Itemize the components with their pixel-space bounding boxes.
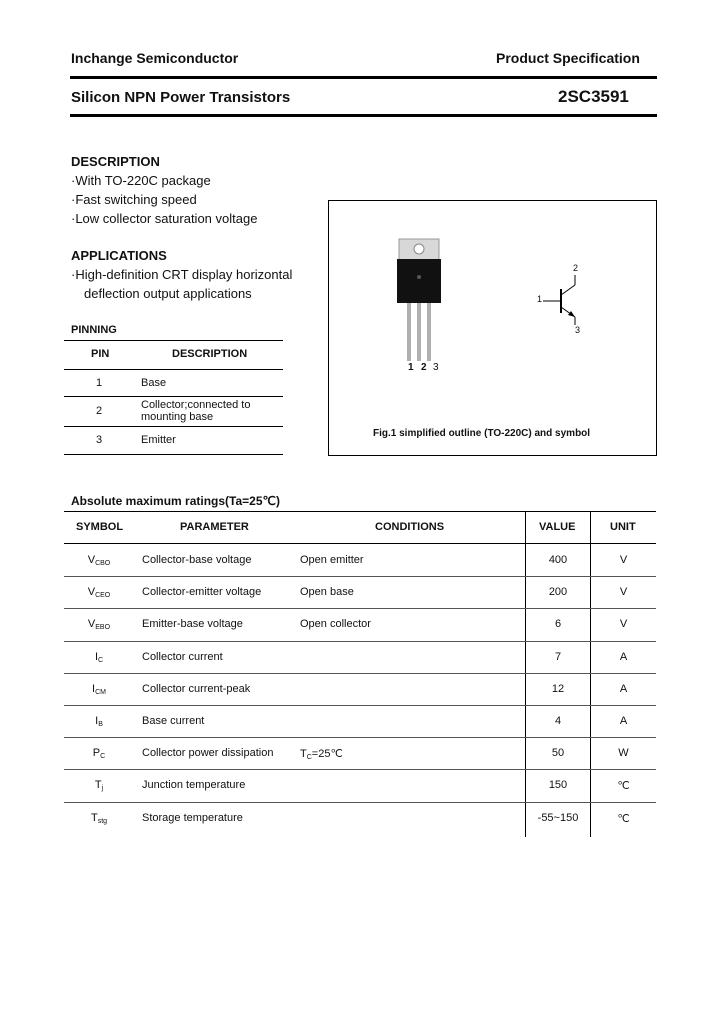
pinning-title: PINNING <box>71 324 117 336</box>
rating-symbol-sub: stg <box>97 818 108 825</box>
rating-symbol <box>64 651 134 664</box>
product-line: Silicon NPN Power Transistors <box>71 89 291 106</box>
pinning-header-desc: DESCRIPTION <box>172 348 248 360</box>
symbol-label-emitter: 3 <box>575 325 581 335</box>
ratings-header-value: VALUE <box>539 521 576 533</box>
rating-parameter: Collector-emitter voltage <box>142 586 262 598</box>
pin-number: 2 <box>96 405 103 417</box>
rating-symbol-main: I <box>94 651 98 663</box>
rating-value: 6 <box>554 618 562 630</box>
ratings-header-symbol: SYMBOL <box>76 521 124 533</box>
rating-value: 50 <box>551 747 565 759</box>
figure-box <box>328 200 657 456</box>
rating-unit: V <box>619 618 628 630</box>
application-item: ·High-definition CRT display horizontal <box>71 267 293 282</box>
rating-parameter: Collector-base voltage <box>142 554 252 566</box>
pin-description: Base <box>141 377 167 389</box>
rating-symbol-main: T <box>90 812 98 824</box>
rating-parameter: Storage temperature <box>142 812 243 824</box>
ratings-rule <box>64 641 656 642</box>
rating-unit: V <box>619 554 628 566</box>
header-rule-bottom <box>70 114 657 117</box>
rating-value: -55~150 <box>537 812 579 824</box>
rating-parameter: Collector current <box>142 651 223 663</box>
rating-value: 150 <box>548 779 568 791</box>
rating-condition-tail: =25℃ <box>311 748 343 760</box>
pinning-header-pin: PIN <box>91 348 110 360</box>
header-rule-top <box>70 76 657 79</box>
rating-condition <box>300 618 371 631</box>
rating-symbol-main: V <box>87 586 96 598</box>
to220-package-image <box>391 235 449 361</box>
rating-symbol <box>64 747 134 760</box>
rating-condition-main: Open emitter <box>300 554 364 566</box>
pinning-rule <box>64 396 283 397</box>
rating-symbol-sub: CM <box>95 689 106 696</box>
ratings-rule <box>64 608 656 609</box>
ratings-header-unit: UNIT <box>610 521 636 533</box>
ratings-header-conditions: CONDITIONS <box>375 521 445 533</box>
rating-symbol-main: T <box>94 779 102 791</box>
applications-title: APPLICATIONS <box>71 248 167 263</box>
ratings-rule <box>64 576 656 577</box>
company-name: Inchange Semiconductor <box>71 50 239 66</box>
rating-symbol-sub: EBO <box>95 624 111 631</box>
rating-symbol-sub: B <box>98 721 103 728</box>
pinning-rule <box>64 454 283 455</box>
rating-unit: A <box>619 651 628 663</box>
rating-symbol <box>64 683 134 696</box>
ratings-rule-top <box>64 511 656 512</box>
ratings-title: Absolute maximum ratings(Ta=25℃) <box>71 494 280 508</box>
pin-description: Emitter <box>141 434 176 446</box>
rating-unit: ℃ <box>617 780 630 792</box>
rating-symbol-main: P <box>92 747 101 759</box>
rating-unit: W <box>618 747 629 759</box>
figure-caption: Fig.1 simplified outline (TO-220C) and symbol <box>373 428 591 439</box>
rating-value: 7 <box>554 651 562 663</box>
rating-symbol <box>64 554 134 567</box>
rating-parameter: Emitter-base voltage <box>142 618 243 630</box>
rating-symbol <box>64 586 134 599</box>
rating-symbol <box>64 618 134 631</box>
rating-parameter: Collector current-peak <box>142 683 251 695</box>
ratings-rule <box>64 737 656 738</box>
application-item: deflection output applications <box>84 286 252 301</box>
rating-value: 12 <box>551 683 565 695</box>
pinning-rule <box>64 340 283 341</box>
rating-symbol-main: I <box>92 683 96 695</box>
ratings-rule <box>64 802 656 803</box>
package-pin-label: 3 <box>433 362 439 373</box>
rating-condition-main: Open collector <box>300 618 371 630</box>
rating-symbol <box>64 779 134 792</box>
rating-value: 4 <box>554 715 562 727</box>
description-title: DESCRIPTION <box>71 154 160 169</box>
rating-condition-sub: C <box>306 754 312 761</box>
symbol-label-base: 1 <box>537 294 543 304</box>
rating-symbol-sub: CEO <box>95 592 111 599</box>
pin-description: Collector;connected to mounting base <box>141 399 251 423</box>
rating-condition <box>300 586 354 599</box>
rating-value: 200 <box>548 586 568 598</box>
rating-condition <box>300 747 343 761</box>
rating-condition-main: T <box>300 748 307 760</box>
rating-symbol-main: V <box>87 554 96 566</box>
rating-symbol-sub: j <box>101 785 104 792</box>
rating-parameter: Collector power dissipation <box>142 747 274 759</box>
rating-condition <box>300 554 364 567</box>
pin-number: 1 <box>96 377 103 389</box>
package-pin-label: 2 <box>421 362 427 373</box>
ratings-rule <box>64 673 656 674</box>
package-pin-label: 1 <box>408 362 414 373</box>
ratings-rule <box>64 705 656 706</box>
rating-unit: V <box>619 586 628 598</box>
npn-transistor-symbol <box>539 269 589 339</box>
doc-type: Product Specification <box>496 50 640 66</box>
rating-unit: ℃ <box>617 813 630 825</box>
symbol-label-collector: 2 <box>573 263 579 273</box>
description-item: ·Low collector saturation voltage <box>71 211 258 226</box>
rating-unit: A <box>619 683 628 695</box>
rating-symbol <box>64 715 134 728</box>
pinning-rule <box>64 369 283 370</box>
ratings-header-parameter: PARAMETER <box>180 521 249 533</box>
description-item: ·With TO-220C package <box>71 173 211 188</box>
rating-symbol-sub: C <box>100 753 106 760</box>
rating-symbol-sub: C <box>98 657 104 664</box>
pin-number: 3 <box>96 434 103 446</box>
rating-condition-main: Open base <box>300 586 354 598</box>
ratings-rule <box>64 543 656 544</box>
pinning-rule <box>64 426 283 427</box>
rating-value: 400 <box>548 554 568 566</box>
rating-symbol <box>64 812 134 825</box>
ratings-rule <box>64 769 656 770</box>
part-number: 2SC3591 <box>558 87 629 106</box>
description-item: ·Fast switching speed <box>71 192 197 207</box>
rating-unit: A <box>619 715 628 727</box>
rating-parameter: Junction temperature <box>142 779 246 791</box>
rating-parameter: Base current <box>142 715 205 727</box>
rating-symbol-sub: CBO <box>95 560 111 567</box>
rating-symbol-main: V <box>87 618 96 630</box>
rating-symbol-main: I <box>95 715 99 727</box>
